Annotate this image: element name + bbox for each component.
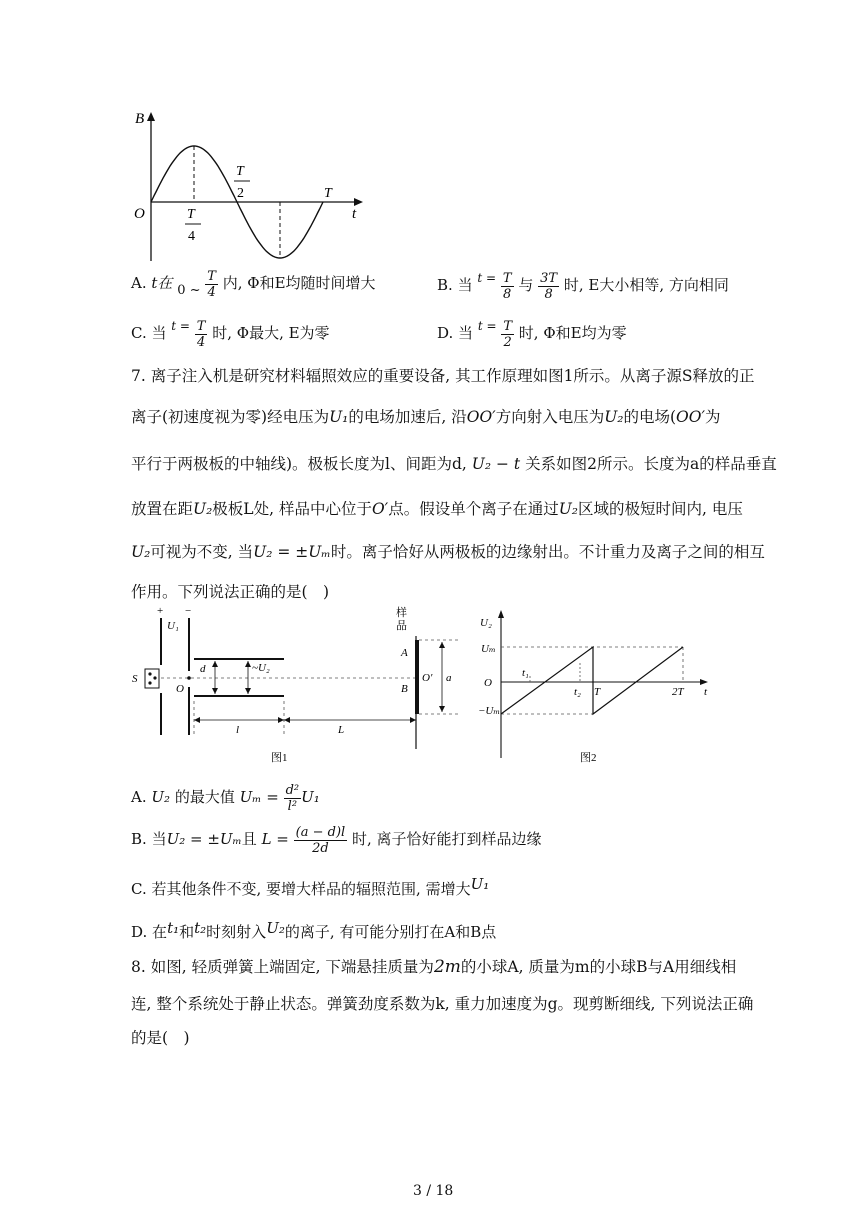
d-label: d: [200, 663, 206, 675]
plus-sign: +: [157, 605, 164, 617]
figure-2-caption: 图2: [580, 752, 597, 764]
quarter-num: T: [187, 207, 195, 222]
t-axis-arrow: [354, 198, 363, 206]
half-den: 2: [237, 186, 244, 201]
t-axis-label-2: t: [704, 686, 708, 698]
period-label: T: [324, 186, 332, 201]
origin-label-2: O: [484, 677, 492, 689]
q7-line-6: 作用。下列说法正确的是( ): [131, 583, 330, 601]
big-l-label: L: [338, 724, 345, 736]
figure-2-u2-t-graph: [476, 606, 721, 771]
b-t-sine-graph: [125, 105, 370, 270]
neg-um-label: −Uₘ: [478, 705, 501, 717]
source-s-label: S: [132, 673, 138, 685]
a-length-label: a: [446, 672, 452, 684]
q6-option-a: A. t在 0 ~ $\frac{T}{4}$ 内, Φ和E均随时间增大: [131, 268, 376, 300]
q6-option-d: D. 当 $^{t =}$ $\frac{T}{2}$ 时, Φ和E均为零: [437, 318, 627, 350]
t1-label: t₁: [522, 667, 529, 679]
o-prime-label: O′: [422, 672, 433, 684]
q7-line-2: 离子(初速度视为零)经电压为U₁的电场加速后, 沿OO′方向射入电压为U₂的电场(OO′为: [131, 408, 721, 426]
q8-line-3: 的是( ): [131, 1029, 190, 1047]
sample-label-bottom: 品: [396, 620, 407, 632]
q7-line-4: 放置在距U₂极板L处, 样品中心位于O′点。假设单个离子在通过U₂区域的极短时间内, 电压: [131, 500, 743, 518]
t-label: T: [594, 686, 601, 698]
q7-line-1: 7. 离子注入机是研究材料辐照效应的重要设备, 其工作原理如图1所示。从离子源S释放的正: [131, 367, 755, 385]
o-point-label: O: [176, 683, 184, 695]
page-number: 3 / 18: [413, 1183, 454, 1199]
half-num: T: [236, 164, 244, 179]
q6-option-b: B. 当 $^{t =}$ $\frac{T}{8}$ 与 $\frac{3T}{8}$ 时, E大小相等, 方向相同: [437, 270, 729, 302]
u1-label: U₁: [167, 620, 179, 632]
b-point-label: B: [401, 683, 408, 695]
u2-axis-label: U₂: [480, 617, 492, 629]
figure-1-apparatus: [128, 603, 468, 773]
u2-source-label: ~U₂: [252, 662, 270, 674]
q8-line-2: 连, 整个系统处于静止状态。弹簧劲度系数为k, 重力加速度为g。现剪断细线, 下列说法正确: [131, 995, 754, 1013]
sample-label-top: 样: [396, 607, 407, 619]
q6-option-c: C. 当 $^{t =}$ $\frac{T}{4}$ 时, Φ最大, E为零: [131, 318, 330, 350]
figure-1-caption: 图1: [271, 752, 288, 764]
quarter-den: 4: [188, 229, 195, 244]
q7-option-c: C. 若其他条件不变, 要增大样品的辐照范围, 需增大U₁: [131, 875, 490, 898]
q7-line-5: U₂可视为不变, 当U₂ = ±Uₘ时。离子恰好从两极板的边缘射出。不计重力及离子之间的相互: [131, 543, 765, 561]
q8-line-1: 8. 如图, 轻质弹簧上端固定, 下端悬挂质量为2m的小球A, 质量为m的小球B与A用细线相: [131, 957, 737, 977]
minus-sign: −: [185, 605, 192, 617]
q7-option-b: B. 当U₂ = ±Uₘ且 L = $\frac{(a - d)l}{2d}$ 时, 离子恰好能打到样品边缘: [131, 824, 542, 856]
ion-source-box: [145, 669, 159, 688]
q7-option-d: D. 在t₁和t₂时刻射入U₂的离子, 有可能分别打在A和B点: [131, 919, 497, 941]
q7-line-3: 平行于两极板的中轴线)。极板长度为l、间距为d, U₂ − t 关系如图2所示。长度为a的样品垂直: [131, 455, 777, 473]
t2-label: t₂: [574, 686, 581, 698]
two-t-label: 2T: [672, 686, 684, 698]
b-axis-arrow: [147, 112, 155, 121]
origin-label: O: [134, 206, 145, 222]
a-point-label: A: [401, 647, 408, 659]
um-label: Uₘ: [481, 643, 496, 655]
sample-plate: [415, 640, 419, 714]
t-axis-label: t: [352, 206, 357, 222]
b-axis-label: B: [135, 111, 145, 127]
sawtooth-voltage: [501, 647, 683, 714]
l-length-label: l: [236, 724, 240, 736]
q7-option-a: A. U₂ 的最大值 Uₘ = $\frac{\text{d²}}{\text{l²}}$ U₁: [131, 782, 320, 814]
